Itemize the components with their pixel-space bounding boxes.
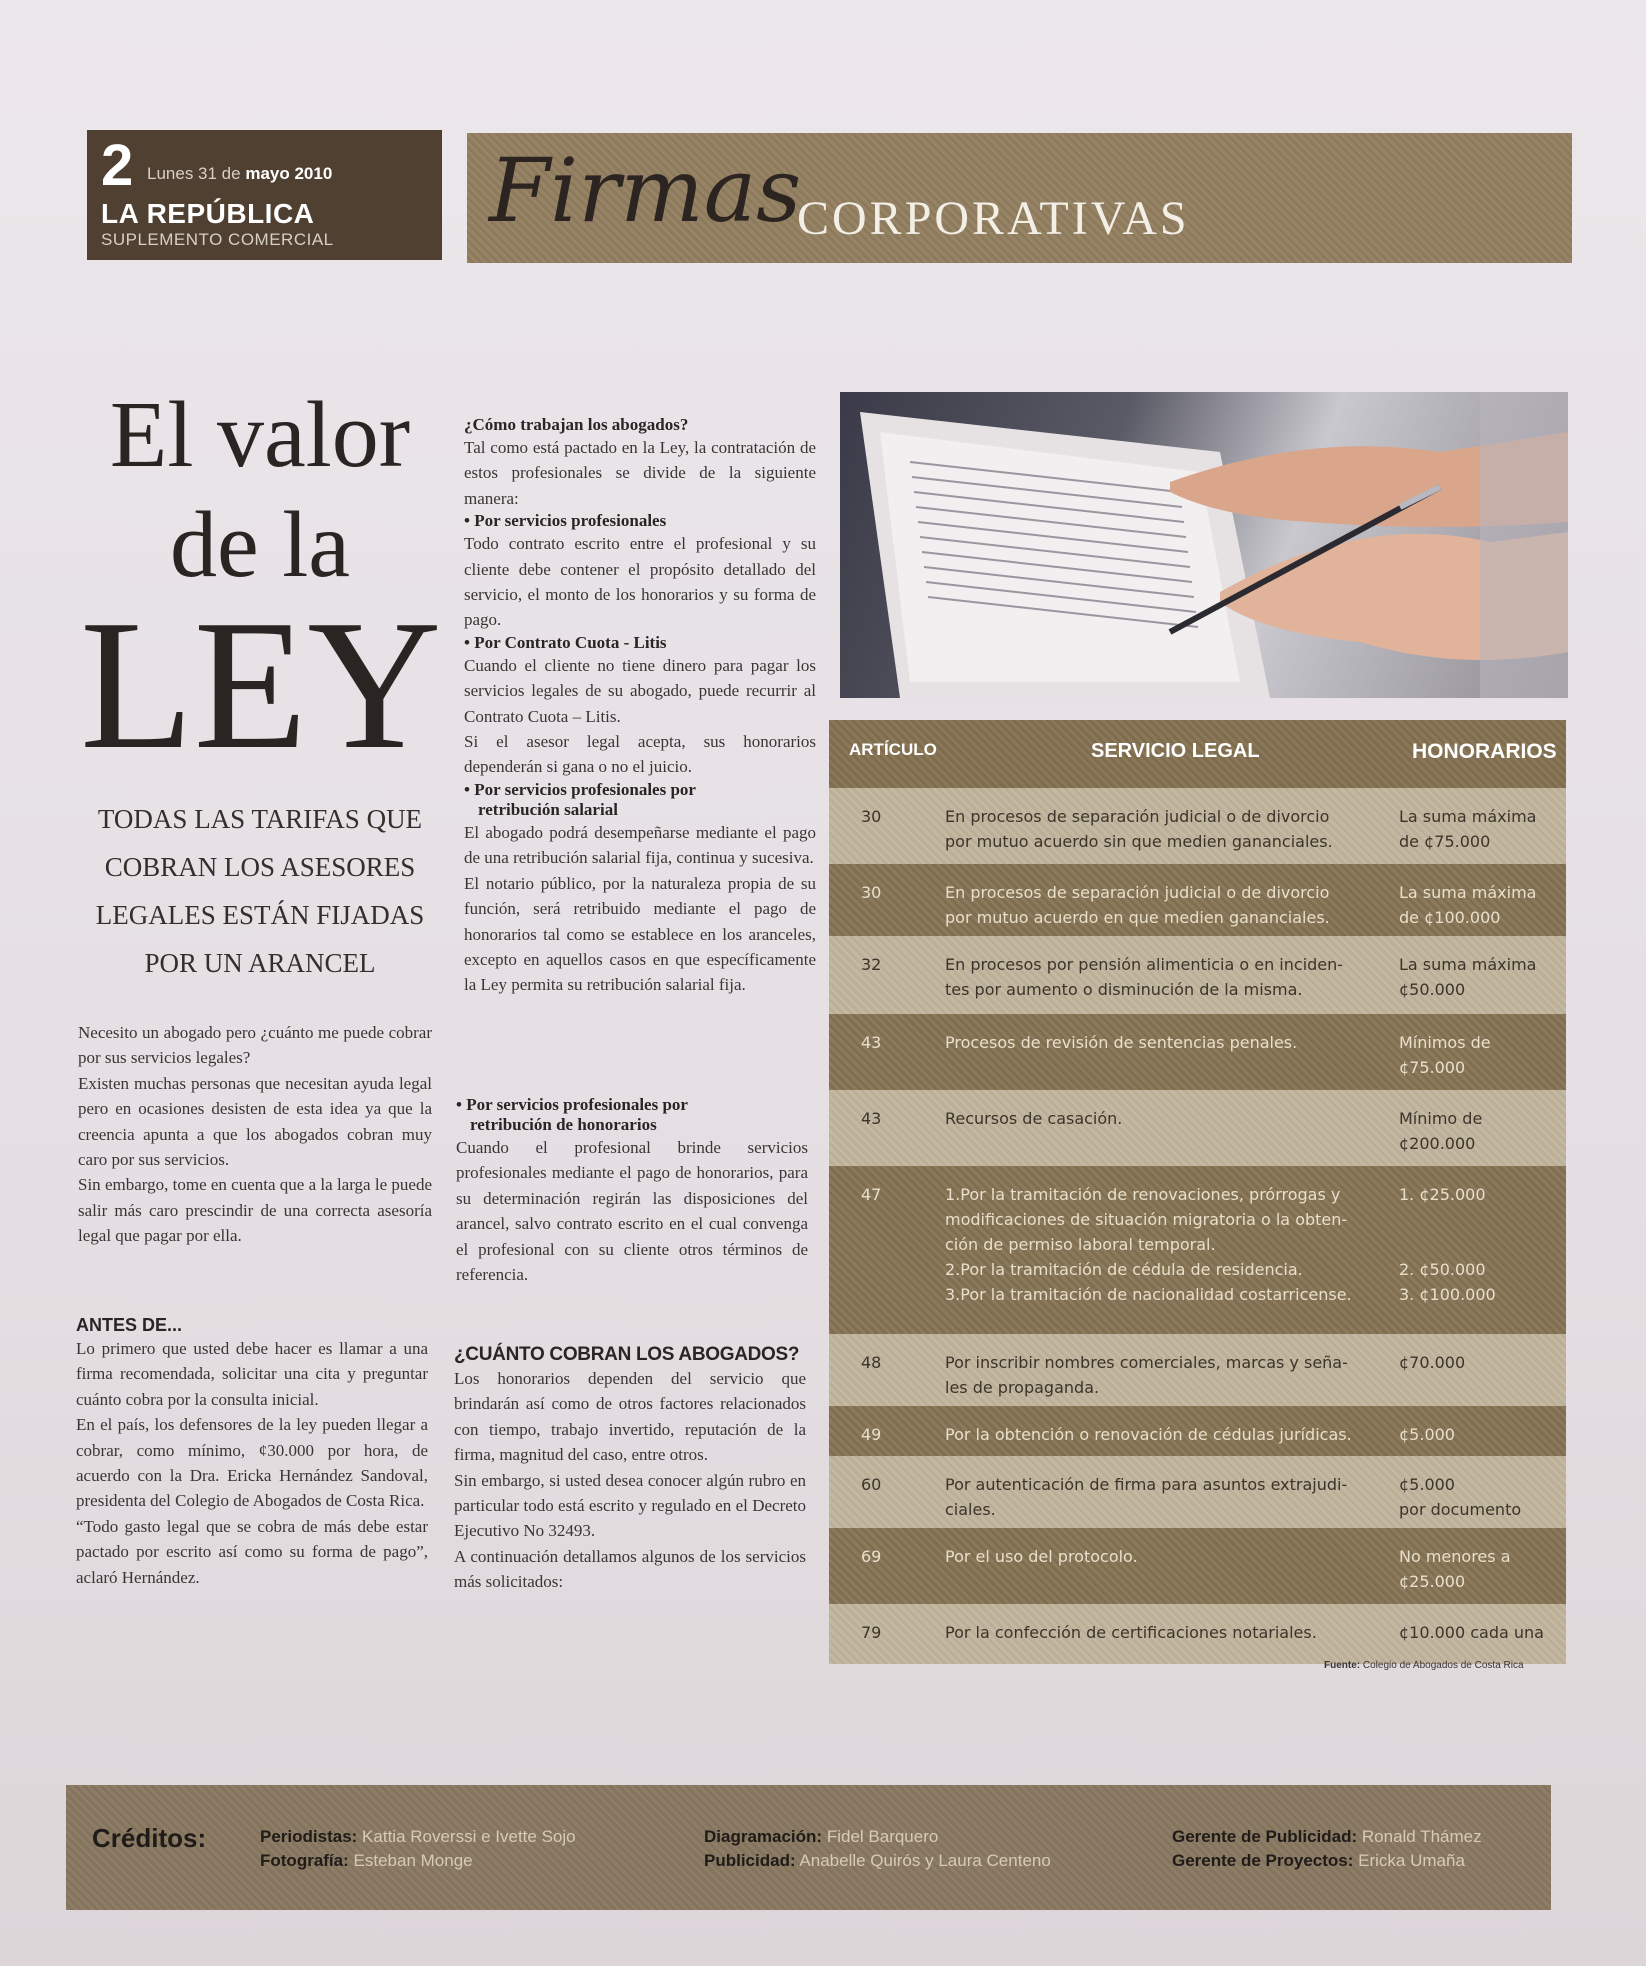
credit-value: Esteban Monge (353, 1851, 473, 1870)
credit-label: Periodistas: (260, 1827, 358, 1846)
table-row (829, 1604, 1566, 1664)
cell-servicio (945, 804, 1391, 854)
honorarios-section (456, 1095, 808, 1287)
headline-line-1: El valor (109, 383, 411, 487)
cell-articulo: 69 (861, 1547, 882, 1566)
table-row (829, 788, 1566, 864)
subtitle-line: POR UN ARANCEL (144, 948, 376, 978)
cell-articulo: 32 (861, 955, 882, 974)
subtitle-line: LEGALES ESTÁN FIJADAS (95, 900, 425, 930)
table-row (829, 1334, 1566, 1406)
antes-section (76, 1315, 428, 1590)
cell-articulo: 47 (861, 1185, 882, 1204)
fees-table (829, 720, 1566, 1650)
servicio-line: Por autenticación de firma para asuntos extrajudi- (945, 1475, 1348, 1494)
credit-label: Publicidad: (704, 1851, 796, 1870)
credit-line (704, 1849, 1051, 1873)
servicio-line: Procesos de revisión de sentencias penales. (945, 1033, 1298, 1052)
table-row (829, 1406, 1566, 1456)
honorarios-line: No menores a (1399, 1547, 1511, 1566)
document-signing-photo (840, 392, 1568, 698)
banner-script-word: Firmas (489, 139, 802, 242)
servicio-line: tes por aumento o disminución de la misma. (945, 980, 1303, 999)
cell-honorarios (1399, 952, 1564, 1002)
cell-servicio (945, 1472, 1391, 1522)
cell-servicio (945, 1422, 1391, 1447)
page-number: 2 (101, 133, 134, 198)
table-row (829, 1166, 1566, 1334)
subtitle-line: COBRAN LOS ASESORES (104, 852, 416, 882)
honorarios-line: ¢70.000 (1399, 1353, 1466, 1372)
cuanto-paragraph: Sin embargo, si usted desea conocer algún rubro en particular todo está escrito y regulado en el Decreto Ejecutivo No 32493. (454, 1470, 806, 1541)
cell-servicio (945, 952, 1391, 1002)
honorarios-line: ¢200.000 (1399, 1134, 1476, 1153)
credit-value: Fidel Barquero (826, 1827, 939, 1846)
servicio-line: 2.Por la tramitación de cédula de residencia. (945, 1260, 1303, 1279)
credits-block (1172, 1825, 1482, 1873)
table-row (829, 1528, 1566, 1604)
bullet-text: Si el asesor legal acepta, sus honorarios dependerán si gana o no el juicio. (464, 732, 816, 777)
bullet-text: Todo contrato escrito entre el profesional y su cliente debe contener el propósito detallado del servicio, el monto de los honorarios y su forma de pago. (464, 534, 816, 630)
cell-articulo: 30 (861, 883, 882, 902)
honorarios-line: La suma máxima (1399, 807, 1537, 826)
cell-articulo: 60 (861, 1475, 882, 1494)
intro-paragraph: Necesito un abogado pero ¿cuánto me puede cobrar por sus servicios legales? (78, 1023, 432, 1068)
servicio-line: Por el uso del protocolo. (945, 1547, 1138, 1566)
cell-articulo: 43 (861, 1109, 882, 1128)
bullet-title: • Por Contrato Cuota - Litis (464, 632, 667, 652)
servicio-line: les de propaganda. (945, 1378, 1100, 1397)
cell-servicio (945, 880, 1391, 930)
honorarios-line: por documento (1399, 1500, 1522, 1519)
servicio-line: por mutuo acuerdo en que medien gananciales. (945, 908, 1330, 927)
table-row (829, 864, 1566, 936)
servicio-line: ciales. (945, 1500, 996, 1519)
cell-honorarios (1399, 1030, 1564, 1080)
cell-honorarios (1399, 1544, 1564, 1594)
servicio-line: ción de permiso laboral temporal. (945, 1235, 1216, 1254)
antes-paragraph: “Todo gasto legal que se cobra de más debe estar pactado por escrito así como su forma de pago”, aclaró Hernández. (76, 1516, 428, 1587)
intro-paragraph: Existen muchas personas que necesitan ayuda legal pero en ocasiones desisten de esta idea ya que la creencia apunta a que los abogados cobran muy caro por sus servicios. (78, 1073, 432, 1170)
honorarios-line: La suma máxima (1399, 883, 1537, 902)
supplement-name: SUPLEMENTO COMERCIAL (101, 230, 334, 249)
cell-servicio (945, 1620, 1391, 1645)
servicio-line: En procesos de separación judicial o de divorcio (945, 807, 1330, 826)
credit-line (260, 1849, 576, 1873)
cell-honorarios (1399, 1472, 1564, 1522)
cuanto-paragraph: Los honorarios dependen del servicio que brindarán así como de otros factores relacionados con tiempo, trabajo invertido, reputación de la firma, magnitud del caso, entre otros. (454, 1369, 806, 1465)
credit-value: Ericka Umaña (1358, 1851, 1465, 1870)
servicio-line: En procesos por pensión alimenticia o en inciden- (945, 955, 1344, 974)
publication-name: LA REPÚBLICA (101, 198, 315, 229)
honorarios-line: de ¢100.000 (1399, 908, 1501, 927)
honorarios-line: 3. ¢100.000 (1399, 1285, 1496, 1304)
cuanto-heading: ¿CUÁNTO COBRAN LOS ABOGADOS? (454, 1344, 800, 1365)
intro-paragraph: Sin embargo, tome en cuenta que a la larga le puede salir más caro prescindir de una correcta asesoría legal que pagar por ella. (78, 1175, 432, 1246)
cell-honorarios (1399, 1182, 1564, 1307)
servicio-line: Por la obtención o renovación de cédulas jurídicas. (945, 1425, 1352, 1444)
como-intro: Tal como está pactado en la Ley, la contratación de estos profesionales se divide de la siguiente manera: (464, 438, 816, 508)
honorarios-line: La suma máxima (1399, 955, 1537, 974)
bullet-title-cont: retribución de honorarios (470, 1115, 657, 1134)
credit-value: Anabelle Quirós y Laura Centeno (799, 1851, 1051, 1870)
subtitle-line: TODAS LAS TARIFAS QUE (97, 804, 423, 834)
servicio-line: 1.Por la tramitación de renovaciones, prórrogas y (945, 1185, 1341, 1204)
issue-date (147, 164, 332, 184)
table-header (829, 720, 1566, 788)
cell-honorarios (1399, 804, 1564, 854)
headline-line-3: LEY (80, 582, 442, 788)
cell-servicio (945, 1350, 1391, 1400)
servicio-line: por mutuo acuerdo sin que medien gananciales. (945, 832, 1333, 851)
bullet-title-cont: retribución salarial (478, 799, 618, 819)
credit-label: Diagramación: (704, 1827, 823, 1846)
honorarios-line: Mínimos de (1399, 1033, 1491, 1052)
credits-title: Créditos: (92, 1823, 207, 1853)
servicio-line: Recursos de casación. (945, 1109, 1123, 1128)
section-banner (467, 133, 1572, 263)
bullet-title: • Por servicios profesionales por (464, 779, 696, 799)
cell-servicio (945, 1106, 1391, 1131)
honorarios-line: ¢5.000 (1399, 1425, 1455, 1444)
date-prefix: Lunes 31 de (147, 164, 241, 183)
date-bold: mayo 2010 (245, 164, 333, 183)
bullet-title: • Por servicios profesionales por (456, 1095, 688, 1114)
servicio-line: modificaciones de situación migratoria o la obten- (945, 1210, 1348, 1229)
credit-line (260, 1825, 576, 1849)
credit-value: Kattia Roverssi e Ivette Sojo (362, 1827, 576, 1846)
header-articulo: ARTÍCULO (849, 740, 937, 759)
cell-articulo: 30 (861, 807, 882, 826)
credit-label: Fotografía: (260, 1851, 349, 1870)
cell-servicio (945, 1030, 1391, 1055)
header-honorarios: HONORARIOS (1412, 740, 1557, 763)
header-servicio: SERVICIO LEGAL (1091, 740, 1260, 762)
credits-bar (66, 1785, 1551, 1910)
honorarios-line: 2. ¢50.000 (1399, 1260, 1486, 1279)
cell-articulo: 79 (861, 1623, 882, 1642)
honorarios-line: ¢75.000 (1399, 1058, 1466, 1077)
honorarios-line: 1. ¢25.000 (1399, 1185, 1486, 1204)
table-row (829, 936, 1566, 1014)
antes-paragraph: En el país, los defensores de la ley pueden llegar a cobrar, como mínimo, ¢30.000 por hora, de acuerdo con la Dra. Ericka Hernández Sandoval, presidenta del Colegio de Abogados de Costa Rica. (76, 1415, 428, 1511)
como-heading: ¿Cómo trabajan los abogados? (464, 415, 689, 434)
credit-label: Gerente de Proyectos: (1172, 1851, 1354, 1870)
servicio-line: 3.Por la tramitación de nacionalidad costarricense. (945, 1285, 1352, 1304)
servicio-line: Por la confección de certificaciones notariales. (945, 1623, 1317, 1642)
credit-label: Gerente de Publicidad: (1172, 1827, 1358, 1846)
credit-line (704, 1825, 1051, 1849)
bullet-text: Cuando el profesional brinde servicios profesionales mediante el pago de honorarios, para su determinación regirán las disposiciones del arancel, salvo contrato escrito en el cual convenga el profesional con su cliente otros términos de referencia. (456, 1138, 808, 1285)
honorarios-line: de ¢75.000 (1399, 832, 1491, 851)
banner-caps-word: CORPORATIVAS (797, 192, 1190, 245)
honorarios-line: Mínimo de (1399, 1109, 1483, 1128)
intro-text (78, 1020, 432, 1249)
cell-articulo: 49 (861, 1425, 882, 1444)
credits-block (260, 1825, 576, 1873)
cell-honorarios (1399, 1350, 1564, 1375)
bullet-text: Cuando el cliente no tiene dinero para pagar los servicios legales de su abogado, puede recurrir al Contrato Cuota – Litis. (464, 655, 816, 726)
cuanto-section (454, 1344, 806, 1595)
cell-honorarios (1399, 1422, 1564, 1447)
honorarios-line: ¢5.000 (1399, 1475, 1455, 1494)
masthead (87, 130, 442, 260)
bullet-title: • Por servicios profesionales (464, 511, 667, 531)
table-source (1324, 1660, 1524, 1671)
cell-articulo: 48 (861, 1353, 882, 1372)
bullet-text: El notario público, por la naturaleza propia de su función, será retribuido mediante el pago de honorarios tal como se establece en los aranceles, excepto en aquellos casos en que específicamente la Ley permita su retribución salarial fija. (464, 873, 816, 995)
photo-illustration (840, 392, 1568, 698)
headline-line-2: de la (169, 493, 351, 597)
honorarios-line: ¢10.000 cada una (1399, 1623, 1544, 1642)
antes-paragraph: Lo primero que usted debe hacer es llamar a una firma recomendada, solicitar una cita y preguntar cuánto cobra por la consulta inicial. (76, 1339, 428, 1409)
honorarios-line (1399, 1232, 1564, 1257)
credit-value: Ronald Thámez (1361, 1827, 1482, 1846)
credit-line (1172, 1849, 1482, 1873)
cell-articulo: 43 (861, 1033, 882, 1052)
antes-heading: ANTES DE... (76, 1315, 183, 1335)
servicio-line: Por inscribir nombres comerciales, marcas y seña- (945, 1353, 1348, 1372)
cell-honorarios (1399, 1620, 1564, 1645)
servicio-line: En procesos de separación judicial o de divorcio (945, 883, 1330, 902)
bullet-text: El abogado podrá desempeñarse mediante el pago de una retribución salarial fija, continua y sucesiva. (464, 822, 816, 868)
source-label: Fuente: (1324, 1660, 1361, 1671)
cell-honorarios (1399, 1106, 1564, 1156)
honorarios-line: ¢50.000 (1399, 980, 1466, 999)
honorarios-line: ¢25.000 (1399, 1572, 1466, 1591)
table-row (829, 1090, 1566, 1166)
credits-block (704, 1825, 1051, 1873)
como-section (464, 415, 816, 998)
cuanto-paragraph: A continuación detallamos algunos de los servicios más solicitados: (454, 1546, 806, 1592)
headline-subtitle (80, 795, 440, 987)
cell-servicio (945, 1544, 1391, 1569)
source-text: Colegio de Abogados de Costa Rica (1362, 1660, 1524, 1671)
table-row (829, 1456, 1566, 1528)
honorarios-line (1399, 1207, 1564, 1232)
cell-servicio (945, 1182, 1391, 1307)
cell-honorarios (1399, 880, 1564, 930)
table-row (829, 1014, 1566, 1090)
credit-line (1172, 1825, 1482, 1849)
